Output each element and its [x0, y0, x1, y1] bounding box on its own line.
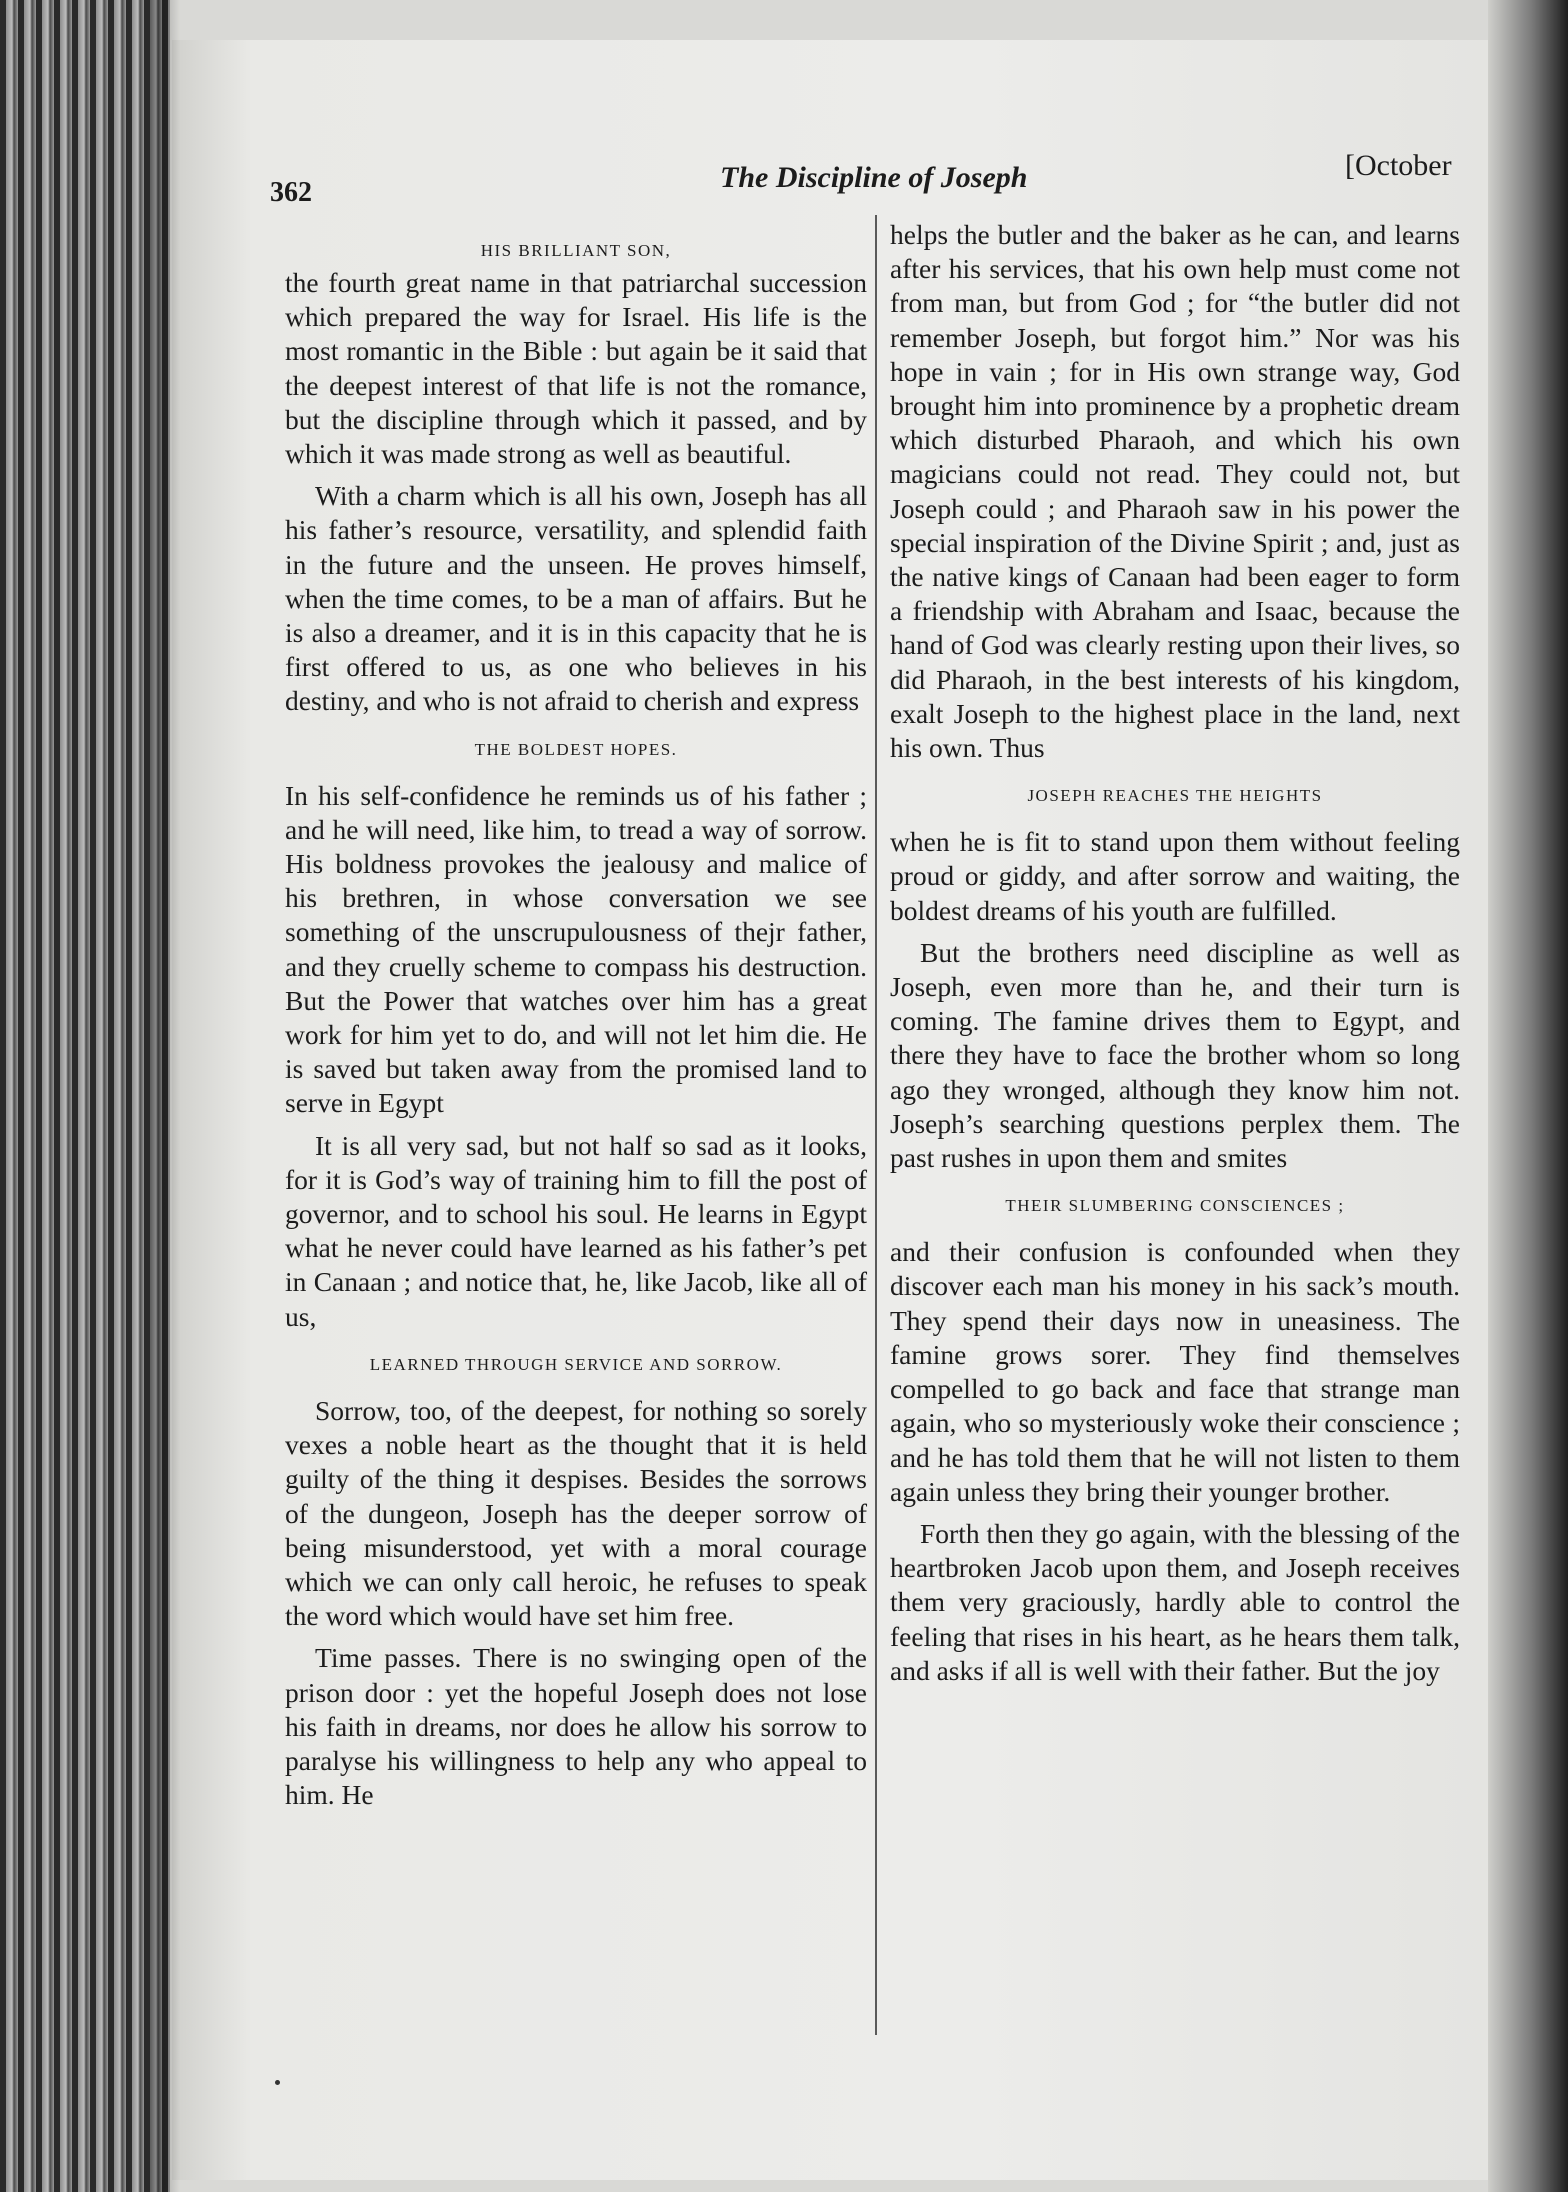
- page-edges: [0, 0, 170, 2192]
- paragraph: Forth then they go again, with the blessing of the heartbroken Jacob upon them, and Joseph receives them very graciously, hardly able to control the feeling that rises in his heart, as he hears them talk, and asks if all is well with their father. But the joy: [890, 1517, 1460, 1686]
- subheading: THEIR SLUMBERING CONSCIENCES ;: [1005, 1196, 1345, 1216]
- paragraph: when he is fit to stand upon them without feeling proud or giddy, and after sorrow and waiting, the boldest dreams of his youth are fulfilled.: [890, 826, 1460, 926]
- column-divider: [875, 215, 877, 2035]
- issue-month: [October: [1345, 149, 1452, 182]
- paragraph: In his self-confidence he reminds us of his father ; and he will need, like him, to tread a way of sorrow. His boldness provokes the jealousy and malice of his brethren, in whose conversation we see something of the unscrupulousness of thejr father, and they cruelly scheme to compass his destruction. But the Power that watches over him has a great work for him yet to do, and will not let him die. He is saved but taken away from the promised land to serve in Egypt: [285, 779, 867, 1119]
- subheading: JOSEPH REACHES THE HEIGHTS: [1027, 786, 1323, 806]
- print-speck: [275, 2080, 280, 2085]
- paragraph: and their confusion is confounded when they discover each man his money in his sack’s mouth. They spend their days now in uneasiness. The famine grows sorer. They find themselves compelled to go back and face that strange man again, who so mysteriously woke their conscience ; and he has told them that he will not listen to them again unless they bring their younger brother.: [890, 1236, 1460, 1507]
- page-header: [270, 145, 1470, 208]
- paragraph: Time passes. There is no swinging open of the prison door : yet the hopeful Joseph does not lose his faith in dreams, nor does he allow his sorrow to paralyse his willingness to help any who appeal to him. He: [285, 1642, 867, 1811]
- paragraph: the fourth great name in that patriarchal succession which prepared the way for Israel. His life is the most romantic in the Bible : but again be it said that the deepest interest of that life is not the romance, but the discipline through which it passed, and by which it was made strong as well as beautiful.: [285, 267, 867, 470]
- paragraph: With a charm which is all his own, Joseph has all his father’s resource, versatility, and splendid faith in the future and the unseen. He proves himself, when the time comes, to be a man of affairs. But he is also a dreamer, and it is in this capacity that he is first offered to us, as one who believes in his destiny, and who is not afraid to cherish and express: [285, 480, 867, 717]
- paragraph: Sorrow, too, of the deepest, for nothing so sorely vexes a noble heart as the thought that it is held guilty of the thing it despises. Besides the sorrows of the dungeon, Joseph has the deeper sorrow of being misunderstood, yet with a moral courage which we can only call heroic, he refuses to speak the word which would have set him free.: [285, 1394, 867, 1632]
- subheading: LEARNED THROUGH SERVICE AND SORROW.: [369, 1354, 783, 1374]
- paragraph: It is all very sad, but not half so sad as it looks, for it is God’s way of training him to fill the post of governor, and to school his soul. He learns in Egypt what he never could have learned as his father’s pet in Canaan ; and notice that, he, like Jacob, like all of us,: [285, 1129, 867, 1332]
- paragraph: But the brothers need discipline as well as Joseph, even more than he, and their turn is coming. The famine drives them to Egypt, and there they have to face the brother whom so long ago they wronged, although they know him not. Joseph’s searching questions perplex them. The past rushes in upon them and smites: [890, 936, 1460, 1174]
- paragraph: helps the butler and the baker as he can, and learns after his services, that his own help must come not from man, but from God ; for “the butler did not remember Joseph, but forgot him.” Nor was his hope in vain ; for in His own strange way, God brought him into prominence by a prophetic dream which disturbed Pharaoh, and which his own magicians could not read. They could not, but Joseph could ; and Pharaoh saw in his power the special inspiration of the Divine Spirit ; and, just as the native kings of Canaan had been eager to form a friendship with Abraham and Isaac, because the hand of God was clearly resting upon their lives, so did Pharaoh, in the best interests of his kingdom, exalt Joseph to the highest place in the land, next his own. Thus: [890, 219, 1460, 764]
- subheading: THE BOLDEST HOPES.: [474, 739, 678, 759]
- running-title: The Discipline of Joseph: [720, 161, 1028, 194]
- gutter-shadow: [150, 0, 180, 2192]
- subheading: HIS BRILLIANT SON,: [480, 241, 672, 260]
- right-edge-shadow: [1488, 0, 1568, 2192]
- page-number: 362: [270, 177, 312, 208]
- left-column: [285, 240, 867, 1812]
- right-column: [890, 218, 1460, 1688]
